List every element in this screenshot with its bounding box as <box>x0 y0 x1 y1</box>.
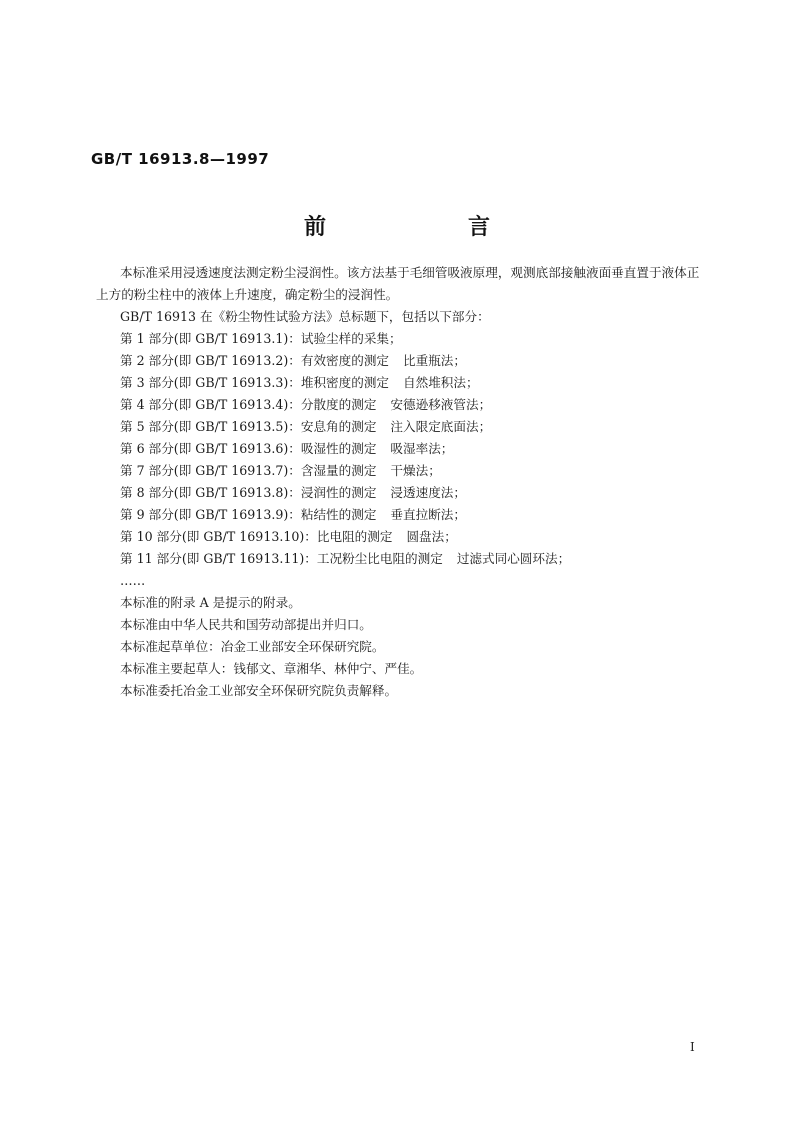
ellipsis: …… <box>120 573 146 588</box>
list-item <box>96 328 706 350</box>
list-item <box>96 416 706 438</box>
list-item <box>96 438 706 460</box>
list-item <box>96 548 706 570</box>
parts-intro: GB/T 16913 在《粉尘物性试验方法》总标题下，包括以下部分： <box>120 309 490 324</box>
list-item <box>96 350 706 372</box>
part-method: 圆盘法； <box>406 529 457 544</box>
closing-line: 本标准的附录 A 是提示的附录。 <box>120 595 301 610</box>
part-main: 第 3 部分(即 GB/T 16913.3)：堆积密度的测定 <box>120 375 390 390</box>
part-method: 自然堆积法； <box>403 375 479 390</box>
part-method: 比重瓶法； <box>403 353 466 368</box>
part-main: 第 6 部分(即 GB/T 16913.6)：吸湿性的测定 <box>120 441 377 456</box>
list-item <box>96 372 706 394</box>
part-method: 垂直拉断法； <box>390 507 466 522</box>
part-method: 过滤式同心圆环法； <box>456 551 571 566</box>
part-main: 第 1 部分(即 GB/T 16913.1)：试验尘样的采集； <box>120 331 402 346</box>
closing-notes <box>96 592 706 702</box>
part-main: 第 11 部分(即 GB/T 16913.11)：工况粉尘比电阻的测定 <box>120 551 443 566</box>
part-main: 第 9 部分(即 GB/T 16913.9)：粘结性的测定 <box>120 507 377 522</box>
part-method: 吸湿率法； <box>390 441 454 456</box>
page-number: I <box>690 1040 695 1054</box>
closing-line: 本标准起草单位：冶金工业部安全环保研究院。 <box>120 639 385 654</box>
closing-line: 本标准由中华人民共和国劳动部提出并归口。 <box>120 617 372 632</box>
intro-paragraph: 本标准采用浸透速度法测定粉尘浸润性。该方法基于毛细管吸液原理，观测底部接触液面垂直置于液体正上方的粉尘柱中的液体上升速度，确定粉尘的浸润性。 <box>96 265 700 302</box>
list-item <box>96 482 706 504</box>
closing-line: 本标准委托冶金工业部安全环保研究院负责解释。 <box>120 683 398 698</box>
part-main: 第 8 部分(即 GB/T 16913.8)：浸润性的测定 <box>120 485 377 500</box>
part-main: 第 5 部分(即 GB/T 16913.5)：安息角的测定 <box>120 419 377 434</box>
document-body <box>96 262 706 702</box>
part-method: 浸透速度法； <box>390 485 466 500</box>
part-method: 安德逊移液管法； <box>390 397 492 412</box>
part-main: 第 10 部分(即 GB/T 16913.10)：比电阻的测定 <box>120 529 393 544</box>
list-item <box>96 504 706 526</box>
part-main: 第 2 部分(即 GB/T 16913.2)：有效密度的测定 <box>120 353 390 368</box>
page-title: 前 言 <box>303 215 550 240</box>
list-item <box>96 394 706 416</box>
list-item <box>96 526 706 548</box>
parts-list <box>96 328 706 592</box>
part-method: 注入限定底面法； <box>390 419 492 434</box>
part-main: 第 4 部分(即 GB/T 16913.4)：分散度的测定 <box>120 397 377 412</box>
closing-line: 本标准主要起草人：钱郁文、章湘华、林仲宁、严佳。 <box>120 661 423 676</box>
part-main: 第 7 部分(即 GB/T 16913.7)：含湿量的测定 <box>120 463 377 478</box>
part-method: 干燥法； <box>390 463 441 478</box>
list-item <box>96 460 706 482</box>
standard-code: GB/T 16913.8—1997 <box>91 150 270 168</box>
